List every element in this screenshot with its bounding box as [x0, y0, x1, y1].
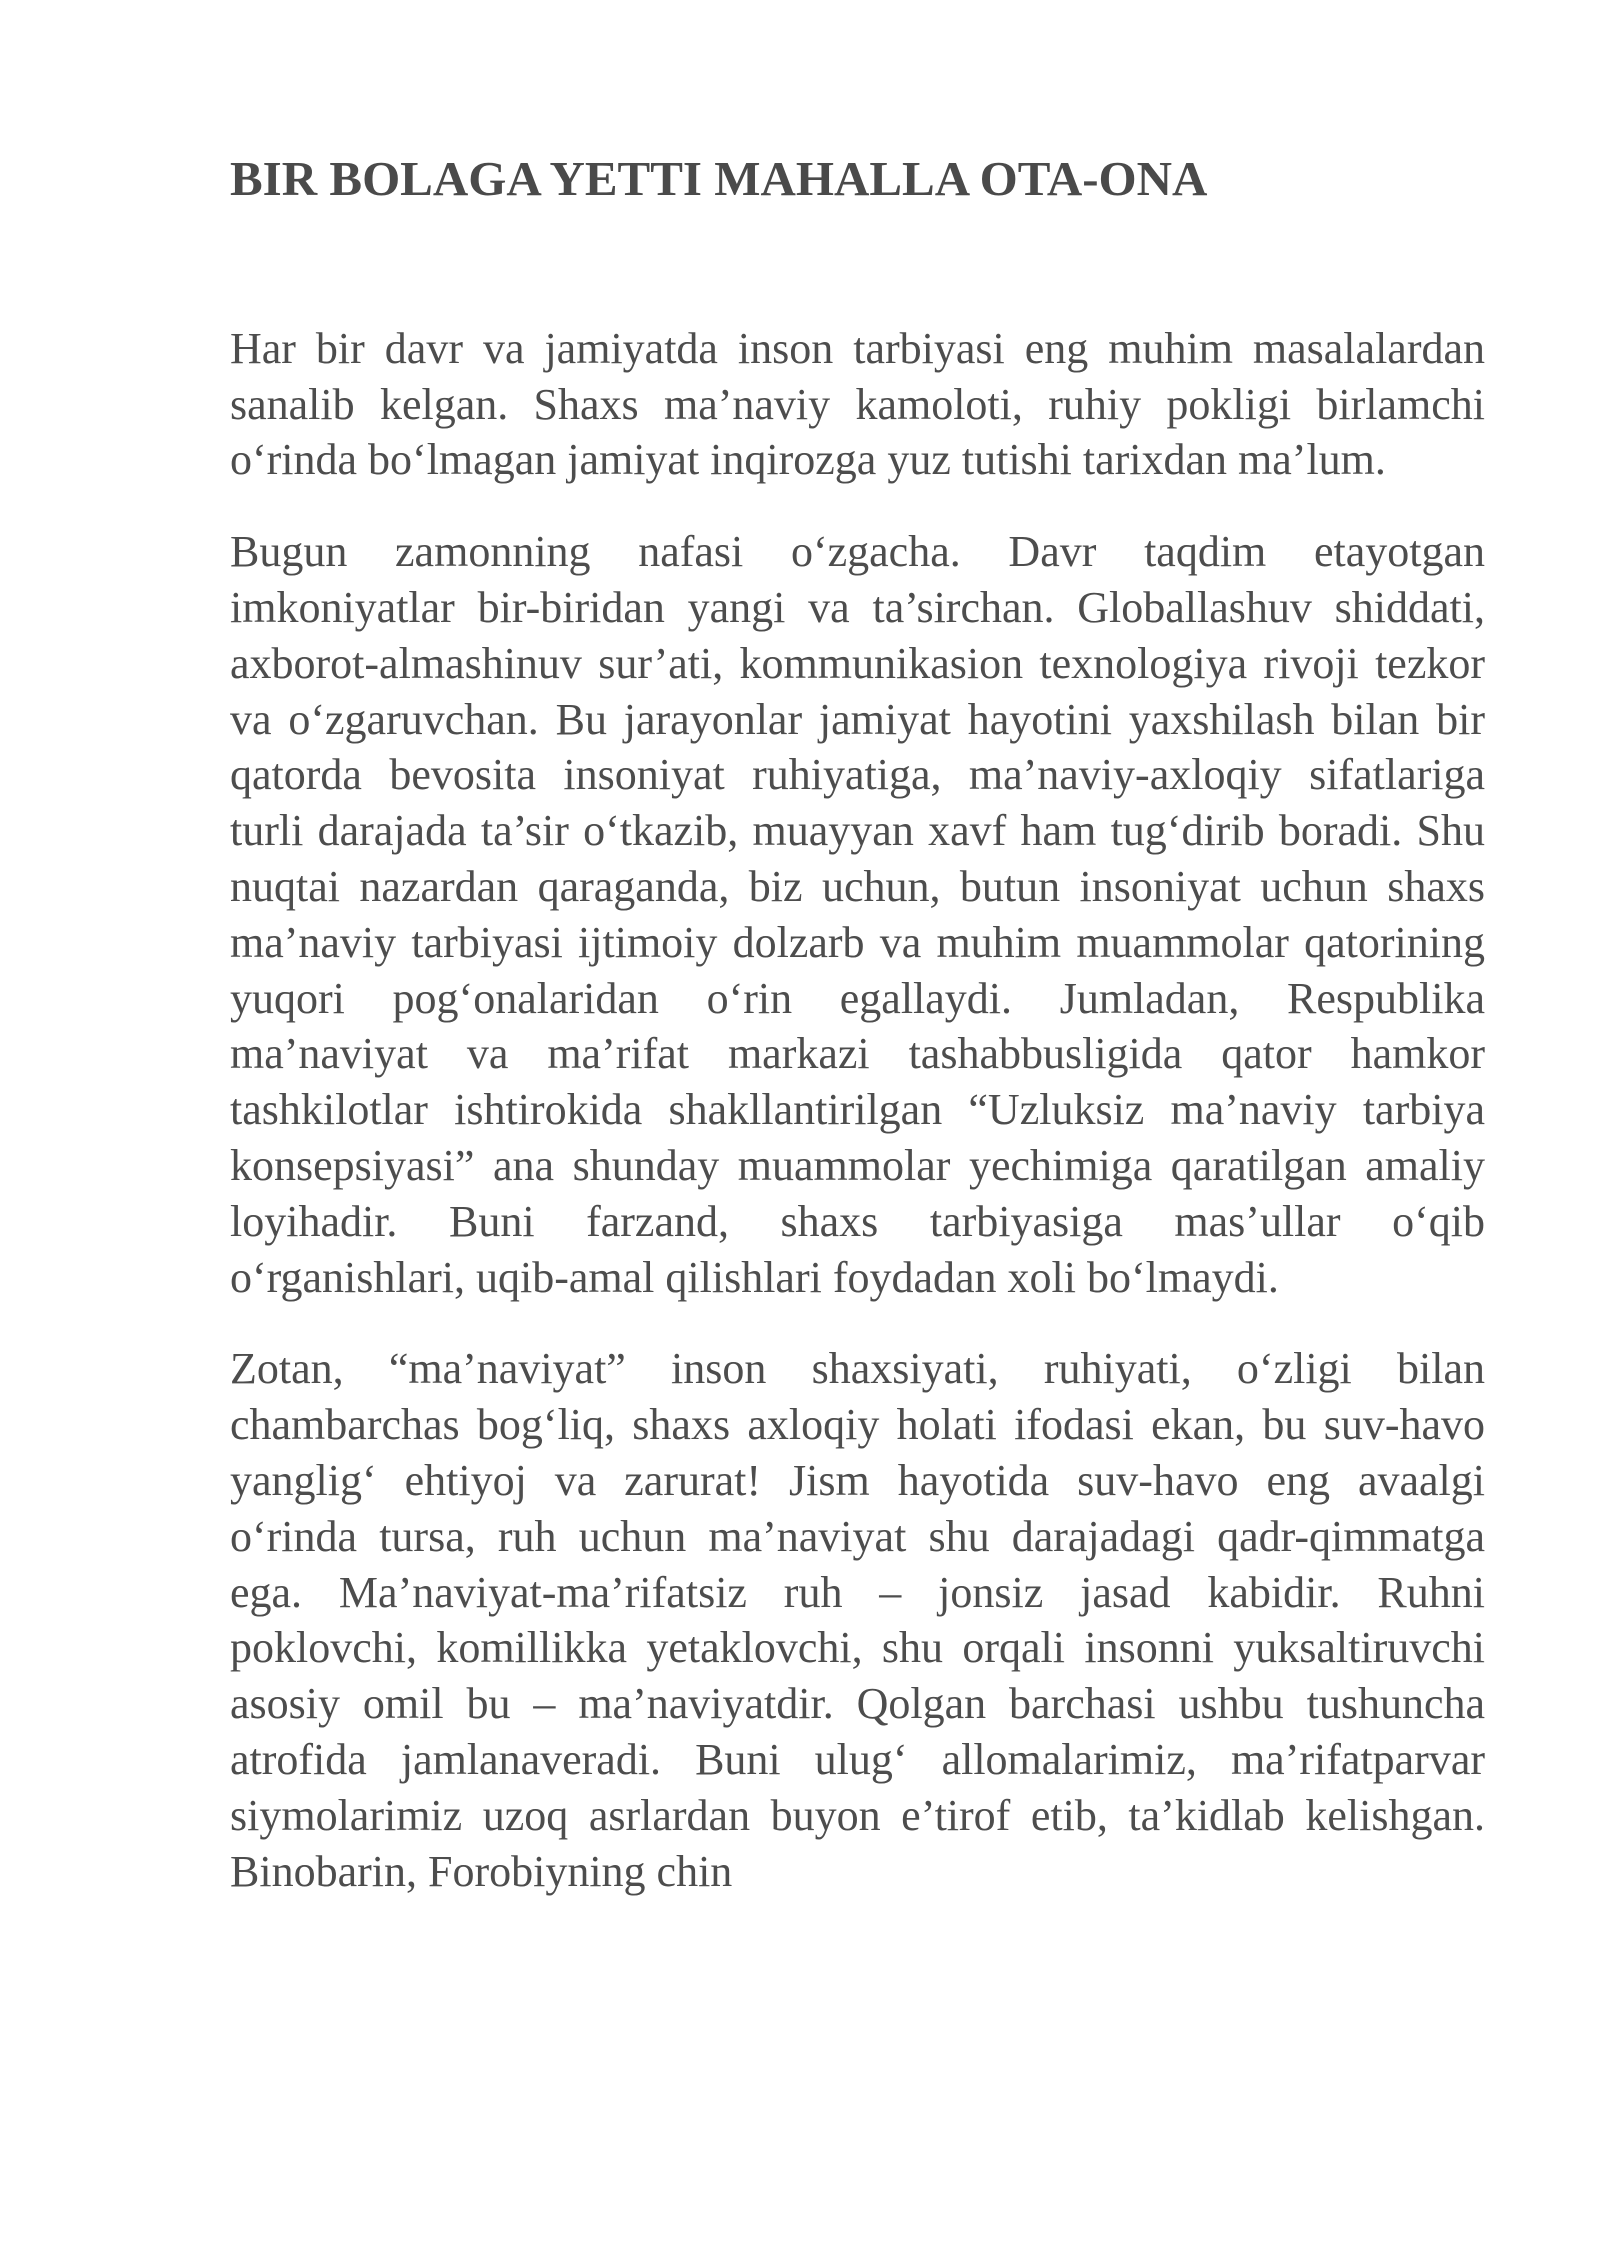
document-title: BIR BOLAGA YETTI MAHALLA OTA-ONA	[230, 151, 1208, 206]
document-body	[230, 150, 1485, 1935]
paragraph-1: Har bir davr va jamiyatda inson tarbiyasi eng muhim masalalardan sanalib kelgan. Shaxs ma’naviy kamoloti, ruhiy pokligi birlamchi o‘rinda bo‘lmagan jamiyat inqirozga yuz tutishi tarixdan ma’lum.	[230, 323, 1485, 485]
paragraph-3: Zotan, “ma’naviyat” inson shaxsiyati, ruhiyati, o‘zligi bilan chambarchas bog‘liq, shaxs axloqiy holati ifodasi ekan, bu suv-havo yanglig‘ ehtiyoj va zarurat! Jism hayotida suv-havo eng avaalgi o‘rinda tursa, ruh uchun ma’naviyat shu darajadagi qadr-qimmatga ega. Ma’naviyat-ma’rifatsiz ruh – jonsiz jasad kabidir. Ruhni poklovchi, komillikka yetaklovchi, shu orqali insonni yuksaltiruvchi asosiy omil bu – ma’naviyatdir. Qolgan barchasi ushbu tushuncha atrofida jamlanaveradi. Buni ulug‘ allomalarimiz, ma’rifatparvar siymolarimiz uzoq asrlardan buyon e’tirof etib, ta’kidlab kelishgan. Binobarin, Forobiyning chin	[230, 1344, 1485, 1896]
paragraph-2: Bugun zamonning nafasi o‘zgacha. Davr taqdim etayotgan imkoniyatlar bir-biridan yangi va ta’sirchan. Globallashuv shiddati, axborot-almashinuv sur’ati, kommunikasion texnologiya rivoji tezkor va o‘zgaruvchan. Bu jarayonlar jamiyat hayotini yaxshilash bilan bir qatorda bevosita insoniyat ruhiyatiga, ma’naviy-axloqiy sifatlariga turli darajada ta’sir o‘tkazib, muayyan xavf ham tug‘dirib boradi. Shu nuqtai nazardan qaraganda, biz uchun, butun insoniyat uchun shaxs ma’naviy tarbiyasi ijtimoiy dolzarb va muhim muammolar qatorining yuqori pog‘onalaridan o‘rin egallaydi. Jumladan, Respublika ma’naviyat va ma’rifat markazi tashabbusligida qator hamkor tashkilotlar ishtirokida shakllantirilgan “Uzluksiz ma’naviy tarbiya konsepsiyasi” ana shunday muammolar yechimiga qaratilgan amaliy loyihadir. Buni farzand, shaxs tarbiyasiga mas’ullar o‘qib o‘rganishlari, uqib-amal qilishlari foydadan xoli bo‘lmaydi.	[230, 527, 1485, 1302]
